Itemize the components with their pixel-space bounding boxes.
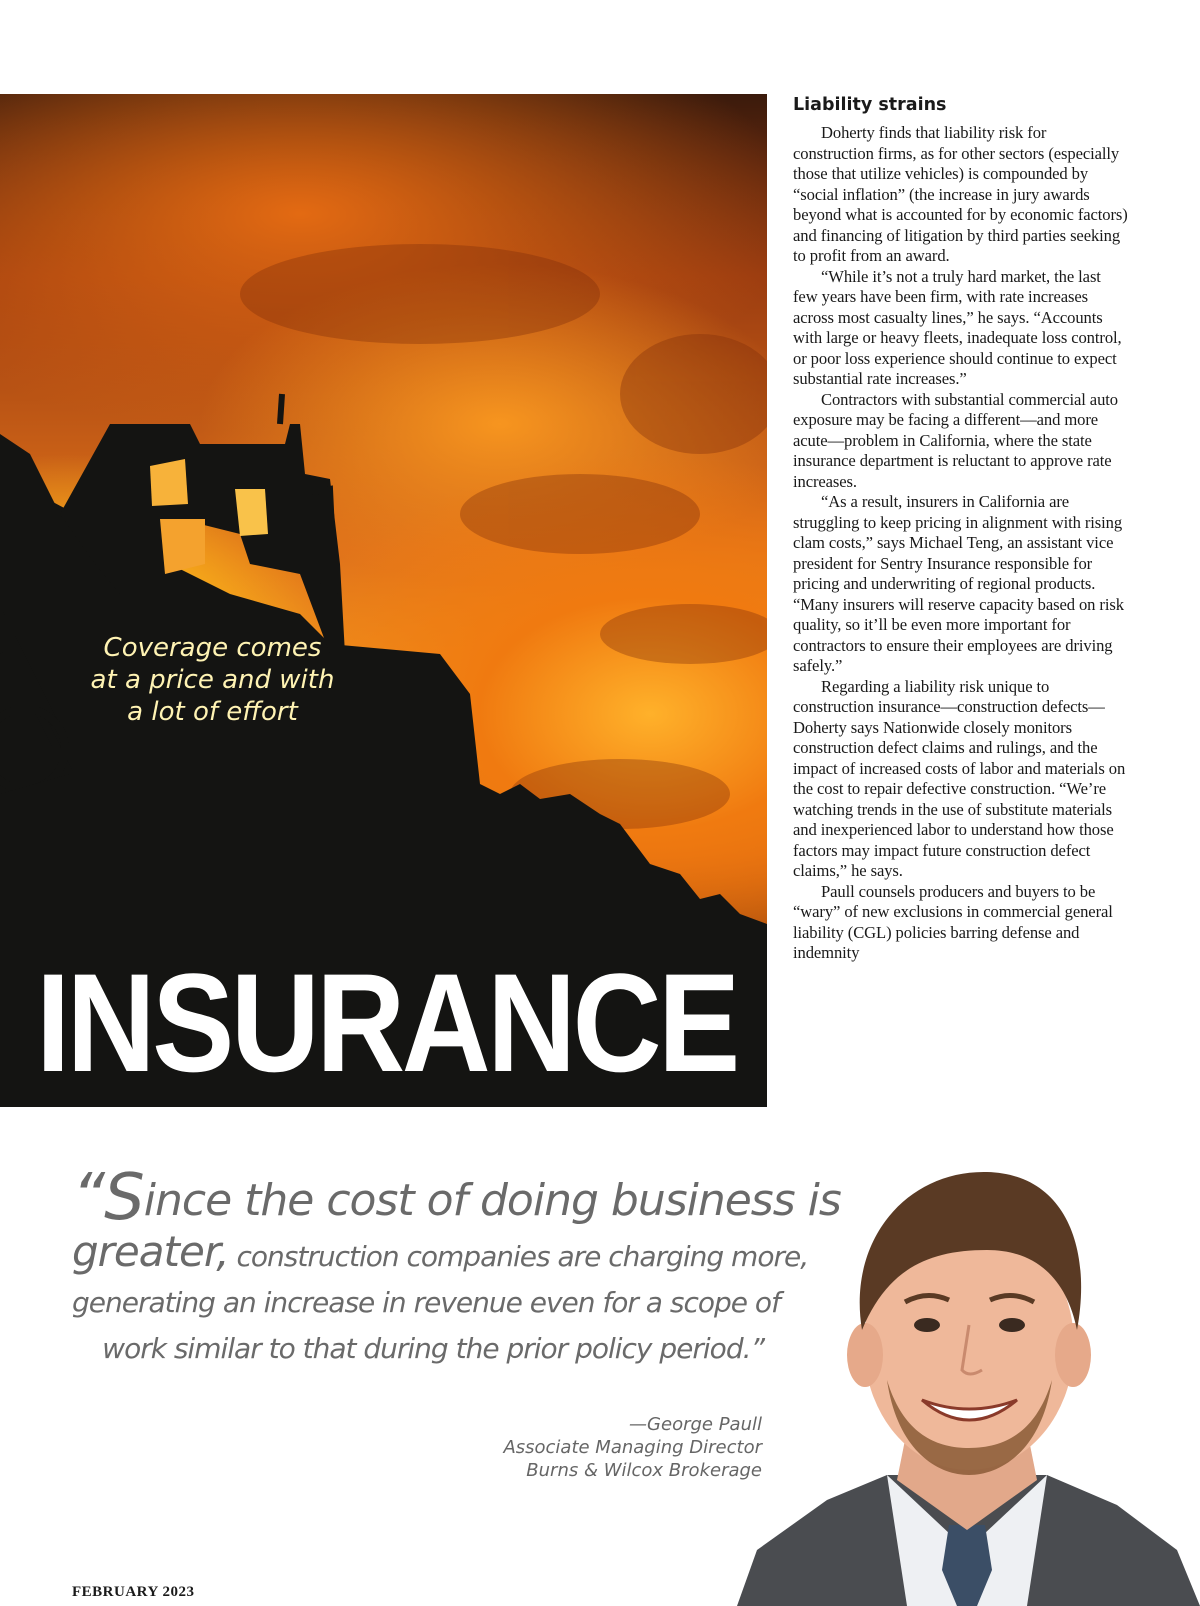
pull-quote-line	[72, 1227, 809, 1280]
pull-quote-line	[72, 1161, 841, 1235]
attribution-role: Associate Managing Director	[503, 1437, 762, 1458]
hero-caption: Coverage comes at a price and with a lot of effort	[90, 633, 335, 727]
quote-attribution	[440, 1413, 762, 1482]
pull-quote	[72, 1161, 841, 1372]
article-column	[793, 92, 1128, 964]
person-portrait	[737, 1130, 1200, 1606]
portrait-photo	[737, 1130, 1200, 1606]
article-paragraph: Paull counsels producers and buyers to be “wary” of new exclusions in commercial general liability (CGL) policies barring defense and indemnity	[793, 881, 1113, 962]
article-paragraph: Regarding a liability risk unique to construction insurance—construction defects—Doherty says Nationwide closely monitors construction defect claims and rulings, and the impact of increased costs of labor and materials on the cost to repair defective construction. “We’re watching trends in the use of substitute materials and inexperienced labor to understand how those factors may impact future construction defect claims,” he says.	[793, 676, 1126, 880]
pull-quote-line: generating an increase in revenue even for a scope of	[72, 1286, 780, 1319]
section-heading: Liability strains	[793, 95, 947, 115]
section-title: INSURANCE	[36, 944, 737, 1101]
article-paragraph: “While it’s not a truly hard market, the last few years have been firm, with rate increases across most casualty lines,” he says. “Accounts with large or heavy fleets, inadequate loss control, or poor loss experience should continue to expect substantial rate increases.”	[793, 266, 1122, 388]
quote-text: construction companies are charging more,	[228, 1240, 809, 1273]
quote-text: ince the cost of doing business is	[143, 1175, 841, 1226]
quote-dropcap: “S	[72, 1161, 144, 1235]
pull-quote-line: work similar to that during the prior policy period.”	[102, 1332, 764, 1365]
article-paragraph: Doherty finds that liability risk for construction firms, as for other sectors (especially those that utilize vehicles) is compounded by “social inflation” (the increase in jury awards beyond what is accounted for by economic factors) and financing of litigation by third parties seeking to profit from an award.	[793, 123, 1128, 265]
quote-emphasis: greater,	[72, 1227, 229, 1276]
hero-image	[0, 94, 767, 1107]
article-paragraph: Contractors with substantial commercial auto exposure may be facing a different—and more acute—problem in California, where the state insurance department is reluctant to approve rate increases.	[793, 389, 1118, 491]
article-paragraph: “As a result, insurers in California are struggling to keep pricing in alignment with rising clam costs,” says Michael Teng, an assistant vice president for Sentry Insurance responsible for pricing and underwriting of regional products. “Many insurers will reserve capacity based on risk quality, so it’ll be even more important for contractors to ensure their employees are driving safely.”	[793, 492, 1124, 675]
attribution-name: —George Paull	[629, 1414, 762, 1435]
attribution-company: Burns & Wilcox Brokerage	[526, 1460, 762, 1481]
issue-date: FEBRUARY 2023	[72, 1584, 195, 1600]
